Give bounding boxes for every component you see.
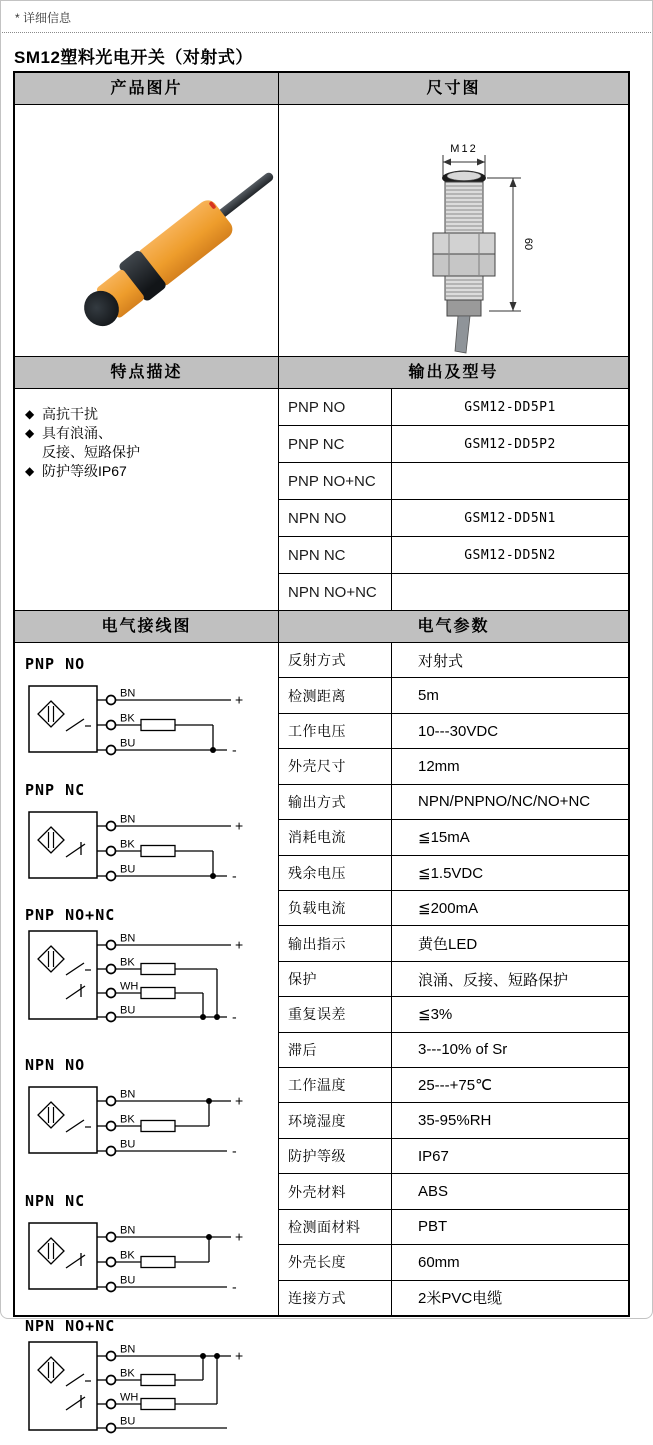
model-number (392, 574, 628, 610)
wiring-diagram (25, 1192, 278, 1308)
param-name: 保护 (279, 962, 392, 996)
features-cell (15, 389, 279, 610)
features-output-row (15, 389, 628, 611)
param-name: 外壳长度 (279, 1245, 392, 1279)
minus-terminal: - (232, 867, 237, 884)
minus-terminal: - (232, 741, 237, 758)
plus-terminal: + (235, 691, 244, 708)
product-photo (63, 183, 279, 303)
param-value: PBT (418, 1218, 448, 1236)
param-row (279, 678, 628, 713)
diamond-bullet-icon: ◆ (25, 407, 35, 421)
param-name: 环境湿度 (279, 1103, 392, 1137)
wire-label: BK (120, 956, 135, 969)
param-value: ≦1.5VDC (418, 864, 484, 882)
model-number (392, 463, 628, 499)
param-value: ≦15mA (418, 829, 470, 847)
param-value: ABS (418, 1183, 449, 1201)
param-name: 滞后 (279, 1033, 392, 1067)
param-value: 60mm (418, 1253, 460, 1271)
wire-label: BK (120, 1113, 135, 1126)
param-value: IP67 (418, 1147, 449, 1165)
param-value: ≦3% (418, 1006, 453, 1024)
header-dimension: 尺寸图 (426, 80, 481, 97)
param-name: 消耗电流 (279, 820, 392, 854)
wire-label: BU (120, 1274, 136, 1287)
wire-label: BK (120, 1367, 135, 1380)
wiring-diagram (25, 906, 278, 1034)
output-model-row (279, 500, 628, 537)
minus-terminal: - (232, 1008, 237, 1025)
param-row (279, 962, 628, 997)
plus-terminal: + (235, 1228, 244, 1245)
feature-text: 高抗干扰 (42, 406, 98, 422)
output-type: PNP NC (279, 426, 392, 462)
plus-terminal: + (235, 1092, 244, 1109)
dimension-cell (279, 105, 628, 356)
feature-item (25, 405, 272, 424)
wire-label: BU (120, 737, 136, 750)
wiring-svg (25, 1211, 269, 1303)
plus-terminal: + (235, 936, 244, 953)
feature-text: 具有浪涌、 (42, 425, 112, 441)
sensor-cable (217, 171, 275, 219)
output-type: PNP NO (279, 389, 392, 425)
feature-item (25, 462, 272, 481)
param-name: 检测面材料 (279, 1210, 392, 1244)
param-name: 重复误差 (279, 997, 392, 1031)
header-row-features (15, 357, 628, 389)
wire-label: BN (120, 1088, 136, 1101)
param-row (279, 891, 628, 926)
feature-item (25, 424, 272, 443)
wire-label: BK (120, 712, 135, 725)
page-content (1, 43, 652, 1428)
param-row (279, 1139, 628, 1174)
param-value: 10---30VDC (418, 722, 499, 740)
param-value: 3---10% of Sr (418, 1041, 508, 1059)
wire-label: BN (120, 932, 136, 945)
wiring-diagrams-cell (15, 643, 279, 1428)
wiring-diagram (25, 1056, 278, 1172)
output-type: PNP NO+NC (279, 463, 392, 499)
detail-info-note: * 详细信息 (15, 11, 72, 25)
dotted-separator (2, 32, 651, 33)
output-model-row (279, 463, 628, 500)
product-title: SM12塑料光电开关（对射式） (14, 48, 253, 67)
param-value: NPN/PNPNO/NC/NO+NC (418, 793, 591, 811)
wire-label: BU (120, 1138, 136, 1151)
image-row (15, 105, 628, 357)
output-model-row (279, 389, 628, 426)
output-type: NPN NO (279, 500, 392, 536)
param-row (279, 1174, 628, 1209)
header-electrical-params: 电气参数 (417, 618, 490, 635)
led-indicator (208, 200, 216, 209)
param-value: 5m (418, 687, 439, 705)
wiring-diagram-label: PNP NO+NC (25, 906, 116, 924)
param-name: 外壳尺寸 (279, 749, 392, 783)
param-name: 负载电流 (279, 891, 392, 925)
param-name: 反射方式 (279, 643, 392, 677)
wiring-params-row (15, 643, 628, 1428)
model-number: GSM12-DD5N2 (464, 547, 556, 563)
wiring-svg (25, 1336, 269, 1440)
param-name: 工作温度 (279, 1068, 392, 1102)
feature-text: 反接、短路保护 (42, 444, 140, 460)
param-row (279, 997, 628, 1032)
wiring-diagram-label: NPN NO+NC (25, 1317, 116, 1335)
param-row (279, 820, 628, 855)
wiring-svg (25, 674, 269, 766)
output-type: NPN NC (279, 537, 392, 573)
output-models-table (279, 389, 628, 610)
param-name: 检测距离 (279, 678, 392, 712)
length-dim-label: 60 (522, 237, 534, 251)
param-value: 对射式 (418, 652, 464, 670)
header-row-electrical (15, 611, 628, 643)
param-row (279, 1210, 628, 1245)
param-value: 12mm (418, 757, 460, 775)
param-value: 35-95%RH (418, 1112, 492, 1130)
param-name: 输出方式 (279, 785, 392, 819)
wiring-diagram-label: PNP NC (25, 781, 86, 799)
spec-table (13, 71, 630, 1428)
wire-label: BU (120, 1415, 136, 1428)
wiring-diagram (25, 1317, 278, 1445)
model-number: GSM12-DD5N1 (464, 510, 556, 526)
wire-label: BU (120, 863, 136, 876)
thread-dim-label: M12 (450, 143, 478, 155)
minus-terminal: - (232, 1142, 237, 1159)
param-value: 黄色LED (418, 936, 478, 954)
header-product-image: 产品图片 (15, 73, 279, 104)
param-name: 输出指示 (279, 926, 392, 960)
header-output-models: 输出及型号 (408, 364, 499, 381)
feature-text: 防护等级IP67 (42, 463, 127, 479)
wire-label: BK (120, 1249, 135, 1262)
wiring-diagram-label: NPN NC (25, 1192, 86, 1210)
param-name: 连接方式 (279, 1281, 392, 1315)
plus-terminal: + (235, 1347, 244, 1364)
wire-label: WH (120, 980, 139, 993)
wiring-svg (25, 925, 269, 1029)
wire-label: BN (120, 1343, 136, 1356)
param-name: 外壳材料 (279, 1174, 392, 1208)
wire-label: BN (120, 813, 136, 826)
wire-label: BN (120, 687, 136, 700)
param-row (279, 856, 628, 891)
feature-item (25, 443, 272, 462)
wire-label: WH (120, 1391, 139, 1404)
output-model-row (279, 574, 628, 610)
param-row (279, 643, 628, 678)
wiring-svg (25, 1075, 269, 1167)
wiring-svg (25, 800, 269, 892)
diamond-bullet-icon: ◆ (25, 426, 35, 440)
wire-label: BN (120, 1224, 136, 1237)
wire-label: BU (120, 1004, 136, 1017)
wiring-diagram (25, 781, 278, 897)
wire-label: BK (120, 838, 135, 851)
output-type: NPN NO+NC (279, 574, 392, 610)
minus-terminal: - (232, 1278, 237, 1295)
param-value: 浪涌、反接、短路保护 (418, 971, 569, 989)
param-name: 防护等级 (279, 1139, 392, 1173)
param-value: ≦200mA (418, 900, 479, 918)
header-wiring: 电气接线图 (15, 611, 279, 642)
param-name: 残余电压 (279, 856, 392, 890)
param-name: 工作电压 (279, 714, 392, 748)
diamond-bullet-icon: ◆ (25, 464, 35, 478)
sensor-body-shape (73, 156, 279, 337)
param-row (279, 714, 628, 749)
plus-terminal: + (235, 817, 244, 834)
header-row-images (15, 73, 628, 105)
param-row (279, 749, 628, 784)
wiring-diagram (25, 655, 278, 771)
param-value: 2米PVC电缆 (418, 1290, 503, 1308)
param-row (279, 1281, 628, 1315)
param-row (279, 1033, 628, 1068)
output-model-row (279, 537, 628, 574)
param-value: 25---+75℃ (418, 1077, 492, 1095)
dimension-drawing (279, 105, 628, 356)
electrical-params-table (279, 643, 628, 1315)
param-row (279, 1103, 628, 1138)
wiring-diagram-label: NPN NO (25, 1056, 86, 1074)
output-model-row (279, 426, 628, 463)
header-features: 特点描述 (15, 357, 279, 388)
param-row (279, 1068, 628, 1103)
param-row (279, 1245, 628, 1280)
wiring-diagram-label: PNP NO (25, 655, 86, 673)
model-number: GSM12-DD5P1 (464, 399, 556, 415)
param-row (279, 926, 628, 961)
model-number: GSM12-DD5P2 (464, 436, 556, 452)
param-row (279, 785, 628, 820)
product-image-cell (15, 105, 279, 356)
